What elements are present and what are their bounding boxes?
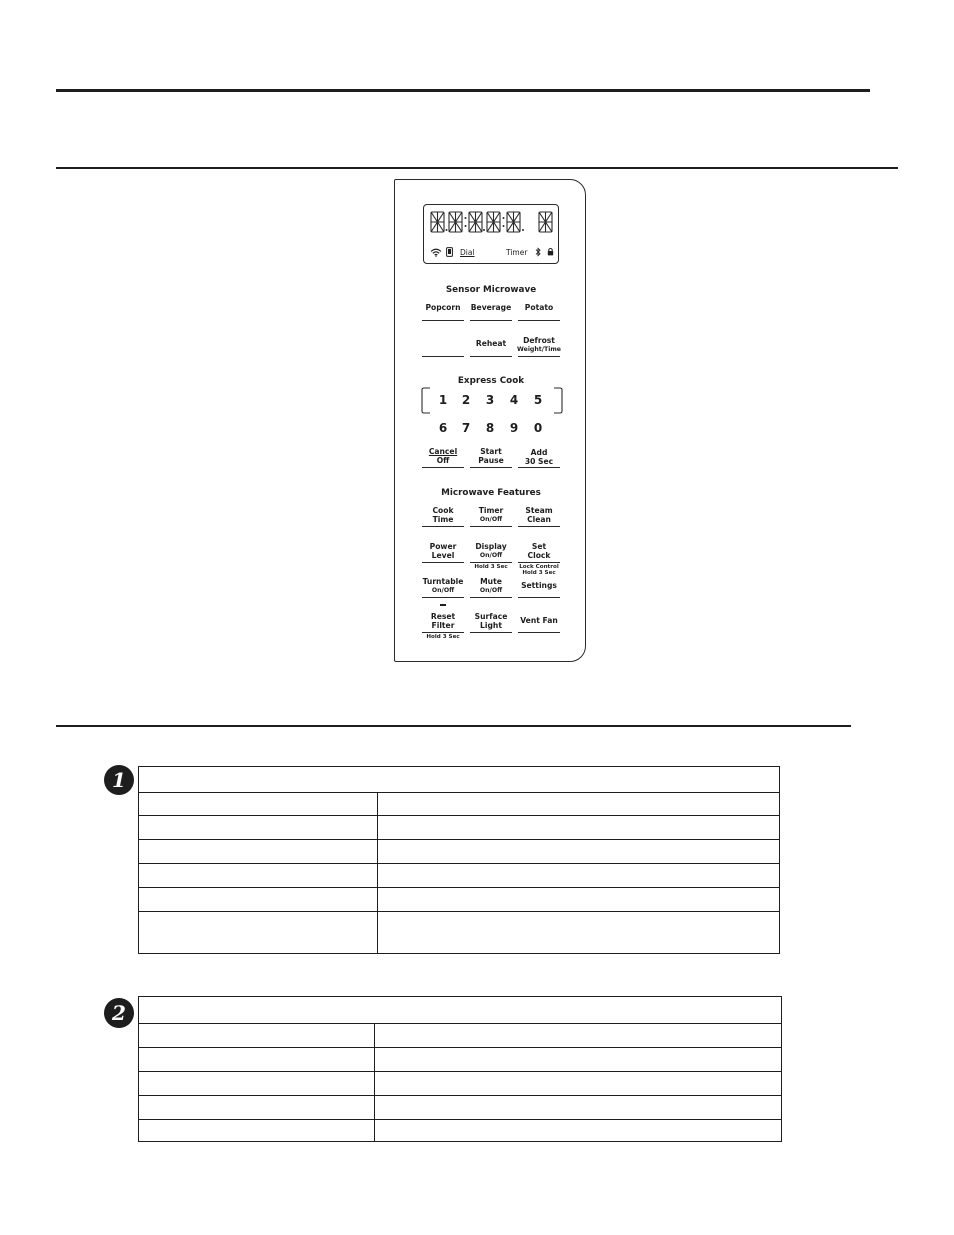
reset-filter-button[interactable] (421, 613, 465, 630)
mute-underline (470, 597, 512, 598)
mute-button[interactable] (469, 578, 513, 595)
start-underline (470, 467, 512, 468)
table-2-row (139, 1047, 781, 1048)
pause-label: Pause (478, 455, 504, 465)
lock-control-label: Lock Control (519, 564, 559, 570)
table-2-row (139, 1071, 781, 1072)
segment-digit-2 (449, 212, 462, 232)
display-label: Display (475, 542, 507, 551)
set-clock-button[interactable] (517, 543, 561, 560)
cancel-label: Cancel (428, 447, 458, 456)
lock-control-hold: Hold 3 Sec (522, 570, 556, 577)
steam-clean-underline (518, 526, 560, 527)
power-label: Power (429, 542, 457, 551)
table-1-column-divider (377, 792, 378, 953)
table-2-number: 2 (112, 1001, 126, 1025)
defrost-label: Defrost (523, 336, 555, 345)
mute-sublabel: On/Off (479, 586, 503, 594)
turntable-button[interactable] (421, 578, 465, 595)
surface-light-underline (470, 632, 512, 633)
cook-label: Cook (432, 506, 454, 515)
steam-label: Steam (525, 506, 553, 515)
display-sublabel: On/Off (479, 551, 503, 559)
cancel-underline (422, 467, 464, 468)
vent-fan-underline (518, 632, 560, 633)
start-label: Start (480, 447, 502, 456)
key-7[interactable]: 7 (461, 421, 471, 435)
sensor-microwave-title: Sensor Microwave (445, 285, 537, 295)
key-9[interactable]: 9 (509, 421, 519, 435)
lock-icon (547, 247, 554, 256)
lcd-display (423, 204, 559, 264)
filter-indicator-light (440, 604, 446, 606)
add-30-sec-label: 30 Sec (524, 456, 554, 466)
lock-control-note (515, 564, 563, 577)
table-1-row (139, 887, 779, 888)
table-2-number-badge (104, 998, 134, 1028)
time-label: Time (432, 514, 454, 524)
start-button[interactable] (469, 448, 513, 465)
table-1-number: 1 (112, 768, 126, 792)
surface-label: Surface (474, 612, 508, 621)
key-5[interactable]: 5 (533, 393, 543, 407)
turntable-label: Turntable (422, 577, 464, 586)
key-0[interactable]: 0 (533, 421, 543, 435)
segment-digits (430, 211, 554, 233)
display-hold-note: Hold 3 Sec (474, 564, 508, 570)
table-1-number-badge (104, 765, 134, 795)
bluetooth-icon (535, 247, 541, 257)
surface-light-button[interactable] (469, 613, 513, 630)
blank-button-underline (422, 356, 464, 357)
cook-time-button[interactable] (421, 507, 465, 524)
table-2 (138, 996, 782, 1142)
section-rule-2 (56, 725, 851, 727)
potato-label: Potato (524, 303, 554, 312)
display-button[interactable] (469, 543, 513, 560)
set-clock-underline (518, 562, 560, 563)
steam-clean-button[interactable] (517, 507, 561, 524)
wifi-icon (430, 248, 442, 257)
table-2-row (139, 1023, 781, 1024)
table-1-row (139, 815, 779, 816)
beverage-underline (470, 320, 512, 321)
segment-digit-1 (431, 212, 444, 232)
table-2-row (139, 1095, 781, 1096)
table-1-row (139, 792, 779, 793)
defrost-underline (518, 356, 560, 357)
reheat-label: Reheat (475, 339, 507, 348)
power-level-underline (422, 562, 464, 563)
clock-label: Clock (527, 550, 551, 560)
reset-label: Reset (430, 612, 456, 621)
defrost-sublabel: Weight/Time (517, 345, 561, 353)
top-rule (56, 89, 870, 92)
reheat-underline (470, 356, 512, 357)
beverage-label: Beverage (470, 303, 512, 312)
vent-fan-button[interactable] (517, 617, 561, 626)
microwave-features-title: Microwave Features (441, 488, 541, 498)
cancel-sublabel: Off (436, 455, 450, 465)
table-2-column-divider (374, 1023, 375, 1141)
add-30-sec-button[interactable] (517, 449, 561, 466)
timer-sublabel: On/Off (479, 515, 503, 523)
turntable-sublabel: On/Off (431, 586, 455, 594)
popcorn-underline (422, 320, 464, 321)
set-label: Set (531, 542, 547, 551)
segment-digit-5 (507, 212, 520, 232)
reset-filter-hold-note: Hold 3 Sec (426, 634, 460, 640)
popcorn-button[interactable] (421, 304, 465, 313)
lcd-status-bar (430, 247, 552, 259)
clean-label: Clean (527, 514, 551, 524)
display-underline (470, 562, 512, 563)
segment-digit-3 (469, 212, 482, 232)
filter-label: Filter (431, 620, 455, 630)
timer-underline (470, 526, 512, 527)
section-rule-1 (56, 167, 898, 169)
key-6[interactable]: 6 (438, 421, 448, 435)
potato-button[interactable] (517, 304, 561, 313)
beverage-button[interactable] (469, 304, 513, 313)
dial-indicator: Dial (460, 248, 475, 257)
defrost-button[interactable] (515, 337, 563, 354)
phone-icon (446, 247, 453, 257)
key-8[interactable]: 8 (485, 421, 495, 435)
light-label: Light (480, 620, 502, 630)
cancel-button[interactable] (421, 448, 465, 465)
express-cook-title: Express Cook (457, 376, 525, 386)
add-30-sec-underline (518, 467, 560, 468)
mute-label: Mute (480, 577, 502, 586)
table-1-row (139, 911, 779, 912)
timer-indicator: Timer (506, 248, 528, 257)
vent-fan-label: Vent Fan (520, 616, 558, 625)
table-1-row (139, 863, 779, 864)
key-3[interactable]: 3 (485, 393, 495, 407)
reset-filter-underline (422, 632, 464, 633)
timer-label: Timer (478, 506, 504, 515)
add-label: Add (530, 448, 548, 457)
settings-underline (518, 597, 560, 598)
potato-underline (518, 320, 560, 321)
settings-label: Settings (521, 581, 557, 590)
control-panel (394, 179, 586, 662)
segment-digit-4 (487, 212, 500, 232)
turntable-underline (422, 597, 464, 598)
key-2[interactable]: 2 (461, 393, 471, 407)
key-4[interactable]: 4 (509, 393, 519, 407)
segment-digit-6 (539, 212, 552, 232)
popcorn-label: Popcorn (425, 303, 461, 312)
table-1 (138, 766, 780, 954)
timer-button[interactable] (469, 507, 513, 524)
cook-time-underline (422, 526, 464, 527)
table-2-row (139, 1119, 781, 1120)
reheat-button[interactable] (469, 340, 513, 349)
table-1-row (139, 839, 779, 840)
level-label: Level (431, 550, 455, 560)
power-level-button[interactable] (421, 543, 465, 560)
settings-button[interactable] (517, 582, 561, 591)
key-1[interactable]: 1 (438, 393, 448, 407)
